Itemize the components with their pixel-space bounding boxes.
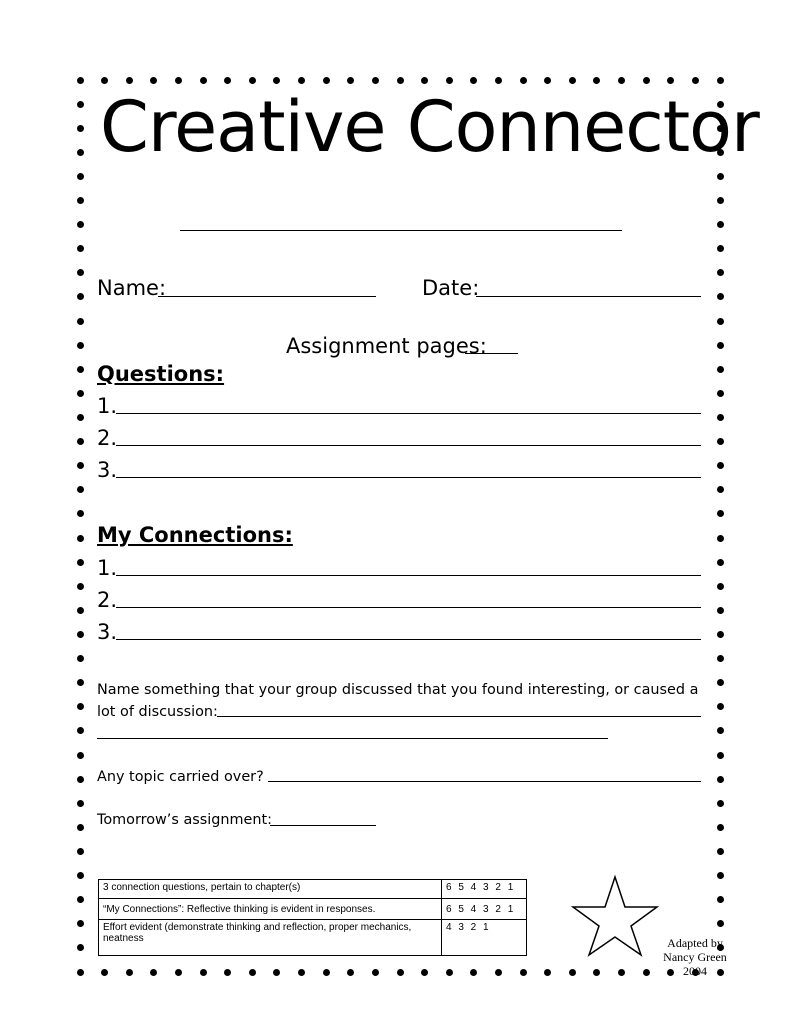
border-dot	[77, 776, 84, 783]
connection-number: 1.	[97, 556, 118, 580]
border-dot	[77, 366, 84, 373]
border-dot	[717, 486, 724, 493]
border-dot	[495, 969, 502, 976]
border-dot	[717, 462, 724, 469]
border-dot	[717, 438, 724, 445]
border-dot	[77, 510, 84, 517]
border-dot	[470, 77, 477, 84]
border-dot	[77, 101, 84, 108]
carried-over-label: Any topic carried over?	[97, 769, 264, 785]
date-line[interactable]	[476, 296, 701, 297]
border-dot	[77, 800, 84, 807]
border-dot	[200, 77, 207, 84]
border-dot	[446, 77, 453, 84]
border-dot	[77, 245, 84, 252]
rubric-criterion: “My Connections”: Reflective thinking is evident in responses.	[99, 899, 442, 920]
border-dot	[421, 969, 428, 976]
border-dot	[717, 824, 724, 831]
border-dot	[717, 269, 724, 276]
rubric-criterion: 3 connection questions, pertain to chapter(s)	[99, 880, 442, 899]
border-dot	[717, 173, 724, 180]
connection-number: 2.	[97, 588, 118, 612]
border-dot	[323, 77, 330, 84]
border-dot	[298, 969, 305, 976]
border-dot	[397, 77, 404, 84]
border-dot	[520, 969, 527, 976]
question-number: 1.	[97, 394, 118, 418]
connection-line[interactable]	[116, 575, 701, 576]
border-dot	[77, 149, 84, 156]
border-dot	[717, 655, 724, 662]
rubric-scores: 4 3 2 1	[442, 920, 527, 956]
discussion-prompt-line1: Name something that your group discussed that you found interesting, or caused a	[97, 682, 699, 698]
border-dot	[77, 462, 84, 469]
border-dot	[717, 245, 724, 252]
star-outline-icon	[570, 874, 660, 958]
assignment-pages-label: Assignment pages:	[286, 334, 487, 358]
border-dot	[77, 173, 84, 180]
rubric-row	[99, 899, 527, 920]
border-dot	[717, 390, 724, 397]
border-dot	[77, 221, 84, 228]
border-dot	[77, 607, 84, 614]
question-line[interactable]	[116, 413, 701, 414]
border-dot	[200, 969, 207, 976]
border-dot	[77, 583, 84, 590]
border-dot	[77, 727, 84, 734]
border-dot	[77, 293, 84, 300]
border-dot	[77, 969, 84, 976]
border-dot	[77, 414, 84, 421]
connection-line[interactable]	[116, 607, 701, 608]
tomorrow-assignment-label: Tomorrow’s assignment:	[97, 812, 273, 828]
border-dot	[175, 77, 182, 84]
border-dot	[126, 969, 133, 976]
border-dot	[372, 969, 379, 976]
border-dot	[618, 77, 625, 84]
border-dot	[717, 197, 724, 204]
border-dot	[593, 969, 600, 976]
border-dot	[593, 77, 600, 84]
border-dot	[717, 752, 724, 759]
border-dot	[569, 969, 576, 976]
border-dot	[717, 800, 724, 807]
border-dot	[717, 631, 724, 638]
border-dot	[224, 77, 231, 84]
border-dot	[77, 269, 84, 276]
border-dot	[544, 969, 551, 976]
border-dot	[101, 969, 108, 976]
border-dot	[77, 872, 84, 879]
border-dot	[717, 679, 724, 686]
border-dot	[249, 969, 256, 976]
question-number: 3.	[97, 458, 118, 482]
border-dot	[717, 607, 724, 614]
carried-over-line[interactable]	[268, 781, 701, 782]
title-underline	[180, 230, 622, 231]
border-dot	[249, 77, 256, 84]
question-line[interactable]	[116, 445, 701, 446]
border-dot	[323, 969, 330, 976]
tomorrow-assignment-line[interactable]	[270, 825, 376, 826]
border-dot	[643, 77, 650, 84]
border-dot	[717, 872, 724, 879]
rubric-scores: 6 5 4 3 2 1	[442, 880, 527, 899]
question-line[interactable]	[116, 477, 701, 478]
rubric-row	[99, 880, 527, 899]
border-dot	[77, 390, 84, 397]
border-dot	[372, 77, 379, 84]
discussion-line[interactable]	[217, 716, 701, 717]
border-dot	[273, 77, 280, 84]
border-dot	[77, 77, 84, 84]
border-dot	[101, 77, 108, 84]
border-dot	[717, 221, 724, 228]
border-dot	[717, 848, 724, 855]
border-dot	[717, 414, 724, 421]
credit-line: Adapted by	[667, 936, 723, 950]
name-line[interactable]	[158, 296, 376, 297]
discussion-line-2[interactable]	[97, 738, 608, 739]
border-dot	[421, 77, 428, 84]
border-dot	[77, 703, 84, 710]
border-dot	[77, 197, 84, 204]
border-dot	[717, 776, 724, 783]
border-dot	[347, 969, 354, 976]
border-dot	[150, 969, 157, 976]
border-dot	[77, 944, 84, 951]
border-dot	[717, 293, 724, 300]
border-dot	[77, 920, 84, 927]
border-dot	[77, 559, 84, 566]
border-dot	[717, 77, 724, 84]
border-dot	[520, 77, 527, 84]
connection-number: 3.	[97, 620, 118, 644]
border-dot	[692, 77, 699, 84]
border-dot	[77, 486, 84, 493]
border-dot	[224, 969, 231, 976]
border-dot	[126, 77, 133, 84]
rubric-criterion: Effort evident (demonstrate thinking and reflection, proper mechanics, neatness	[99, 920, 442, 956]
assignment-pages-line[interactable]	[465, 353, 518, 354]
page-title: Creative Connector	[100, 86, 759, 168]
border-dot	[397, 969, 404, 976]
border-dot	[717, 583, 724, 590]
border-dot	[175, 969, 182, 976]
border-dot	[77, 631, 84, 638]
border-dot	[717, 727, 724, 734]
border-dot	[667, 77, 674, 84]
credit	[656, 936, 734, 978]
border-dot	[77, 318, 84, 325]
border-dot	[77, 535, 84, 542]
border-dot	[717, 342, 724, 349]
border-dot	[150, 77, 157, 84]
rubric-table	[98, 879, 527, 956]
discussion-prompt-line2: lot of discussion:	[97, 704, 218, 720]
border-dot	[470, 969, 477, 976]
border-dot	[77, 752, 84, 759]
border-dot	[77, 342, 84, 349]
date-label: Date:	[422, 276, 480, 300]
question-number: 2.	[97, 426, 118, 450]
border-dot	[717, 896, 724, 903]
border-dot	[77, 679, 84, 686]
border-dot	[569, 77, 576, 84]
border-dot	[347, 77, 354, 84]
border-dot	[717, 510, 724, 517]
questions-heading: Questions:	[97, 362, 225, 386]
border-dot	[77, 848, 84, 855]
credit-year: 2004	[683, 964, 707, 978]
border-dot	[717, 559, 724, 566]
border-dot	[717, 318, 724, 325]
border-dot	[77, 655, 84, 662]
connections-heading: My Connections:	[97, 523, 293, 547]
border-dot	[77, 896, 84, 903]
border-dot	[77, 824, 84, 831]
border-dot	[717, 535, 724, 542]
border-dot	[717, 366, 724, 373]
border-dot	[643, 969, 650, 976]
border-dot	[77, 438, 84, 445]
border-dot	[273, 969, 280, 976]
border-dot	[298, 77, 305, 84]
border-dot	[618, 969, 625, 976]
border-dot	[544, 77, 551, 84]
credit-author: Nancy Green	[663, 950, 727, 964]
name-label: Name:	[97, 276, 167, 300]
border-dot	[495, 77, 502, 84]
border-dot	[446, 969, 453, 976]
border-dot	[717, 920, 724, 927]
rubric-scores: 6 5 4 3 2 1	[442, 899, 527, 920]
rubric-row	[99, 920, 527, 956]
connection-line[interactable]	[116, 639, 701, 640]
border-dot	[77, 125, 84, 132]
border-dot	[717, 703, 724, 710]
